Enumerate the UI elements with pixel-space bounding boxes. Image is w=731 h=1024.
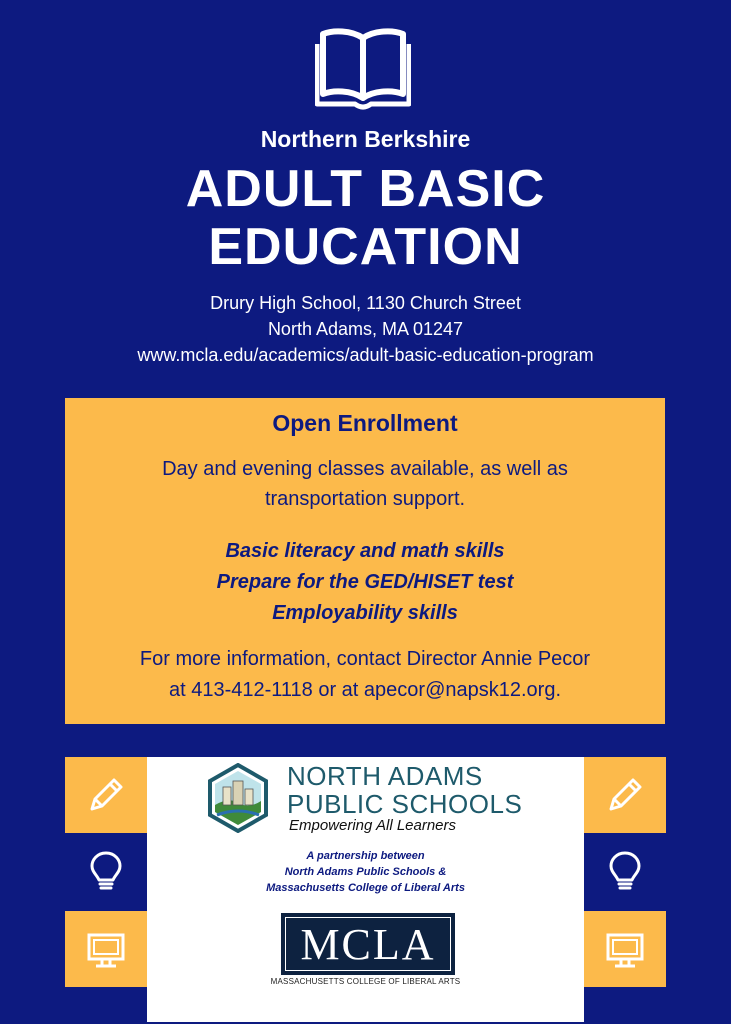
pencil-icon: [84, 773, 128, 817]
mcla-logo: MCLA: [281, 913, 455, 975]
contact-line-1: For more information, contact Director Annie Pecor: [139, 648, 591, 670]
kicker: Northern Berkshire: [260, 126, 471, 152]
address-street: Drury High School, 1130 Church Street: [210, 293, 521, 313]
lightbulb-icon: [84, 849, 128, 893]
monitor-icon: [84, 927, 128, 971]
list-item: Prepare for the GED/HISET test: [216, 571, 514, 593]
partnership-note: [147, 849, 584, 897]
partnership-line-3: Massachusetts College of Liberal Arts: [266, 881, 465, 894]
list-item: Basic literacy and math skills: [225, 540, 505, 562]
enrollment-title: Open Enrollment: [272, 410, 458, 436]
partner-logos-panel: [147, 757, 584, 1022]
naps-tagline: Empowering All Learners: [289, 817, 457, 834]
description-line-1: Day and evening classes available, as well as: [162, 458, 568, 480]
monitor-icon: [603, 927, 647, 971]
program-list: [65, 536, 665, 629]
title-line-2: EDUCATION: [208, 218, 523, 277]
page-title: [0, 160, 731, 276]
book-icon: [315, 28, 411, 110]
pencil-tile-right: [584, 757, 666, 833]
enrollment-panel: [65, 398, 665, 724]
monitor-tile-left: [65, 911, 147, 987]
lightbulb-tile-left: [65, 833, 147, 909]
address-block: [0, 290, 731, 368]
contact-line-2: at 413-412-1118 or at apecor@napsk12.org.: [168, 679, 562, 701]
naps-logo-icon: [207, 763, 269, 833]
partnership-line-1: A partnership between: [306, 850, 425, 862]
address-city: North Adams, MA 01247: [267, 319, 464, 340]
enrollment-description: [105, 454, 625, 514]
pencil-icon: [603, 773, 647, 817]
title-line-1: ADULT BASIC: [185, 160, 546, 218]
lightbulb-tile-right: [584, 833, 666, 909]
pencil-tile-left: [65, 757, 147, 833]
website-link[interactable]: www.mcla.edu/academics/adult-basic-education-program: [137, 345, 594, 366]
description-line-2: transportation support.: [264, 488, 466, 510]
mcla-full-name: MASSACHUSETTS COLLEGE OF LIBERAL ARTS: [270, 977, 461, 986]
naps-name-line-2: PUBLIC SCHOOLS: [287, 789, 523, 819]
contact-info: [75, 644, 655, 706]
partnership-line-2: North Adams Public Schools &: [284, 865, 447, 878]
monitor-tile-right: [584, 911, 666, 987]
lightbulb-icon: [603, 849, 647, 893]
list-item: Employability skills: [272, 602, 458, 624]
naps-name-line-1: NORTH ADAMS: [287, 761, 483, 791]
